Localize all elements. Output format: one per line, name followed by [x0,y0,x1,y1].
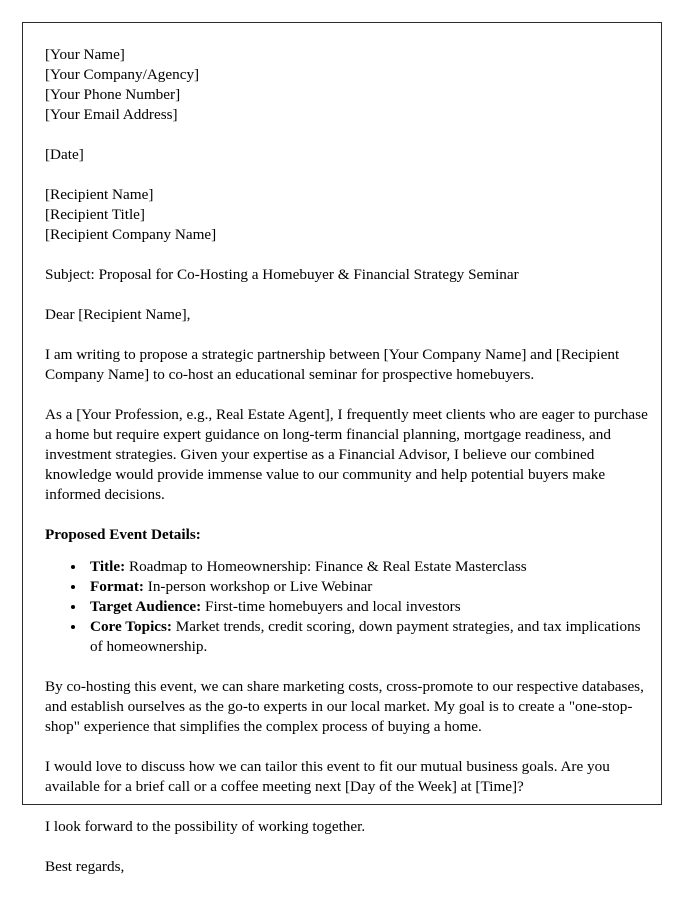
body-paragraph-5: I look forward to the possibility of working together. [45,818,366,835]
sender-name: [Your Name] [45,46,125,63]
recipient-name: [Recipient Name] [45,186,154,203]
list-item-label: Target Audience: [90,598,202,615]
body-paragraph-3: By co-hosting this event, we can share marketing costs, cross-promote to our respective databases, and establish ourselves as the go-to experts in our local market. My goal is to create a "one-stop-shop" experience that simplifies the complex process of buying a home. [45,678,644,735]
salutation: Dear [Recipient Name], [45,306,191,323]
letter-date: [Date] [45,146,84,163]
list-item-label: Core Topics: [90,618,172,635]
body-paragraph-1: I am writing to propose a strategic partnership between [Your Company Name] and [Recipient Company Name] to co-host an educational seminar for prospective homebuyers. [45,346,620,383]
list-item [86,577,652,597]
list-item-text: Roadmap to Homeownership: Finance & Real Estate Masterclass [125,558,527,575]
sender-address-block [45,45,652,125]
list-item-label: Title: [90,558,126,575]
list-item [86,597,652,617]
body-paragraph-4: I would love to discuss how we can tailor this event to fit our mutual business goals. Are you available for a brief call or a coffee meeting next [Day of the Week] at [Time]? [45,758,610,795]
list-item [86,617,652,657]
list-item [86,557,652,577]
list-item-label: Format: [90,578,144,595]
sender-phone: [Your Phone Number] [45,86,181,103]
recipient-company: [Recipient Company Name] [45,226,217,243]
signoff: Best regards, [45,858,125,875]
list-item-text: In-person workshop or Live Webinar [143,578,373,595]
list-item-text: Market trends, credit scoring, down payment strategies, and tax implications of homeownership. [90,618,641,655]
proposed-event-details-heading: Proposed Event Details: [45,526,201,543]
letter-body [45,45,652,877]
list-item-text: First-time homebuyers and local investors [201,598,461,615]
recipient-address-block [45,185,652,245]
recipient-title: [Recipient Title] [45,206,145,223]
body-paragraph-2: As a [Your Profession, e.g., Real Estate Agent], I frequently meet clients who are eager to purchase a home but require expert guidance on long-term financial planning, mortgage readiness, and investment strategies. Given your expertise as a Financial Advisor, I believe our combined knowledge would provide immense value to our community and help potential buyers make informed decisions. [45,406,648,503]
event-details-list [45,557,652,657]
document-page [22,22,662,875]
subject-line: Subject: Proposal for Co-Hosting a Homebuyer & Financial Strategy Seminar [45,266,519,283]
sender-email: [Your Email Address] [45,106,178,123]
sender-company: [Your Company/Agency] [45,66,200,83]
